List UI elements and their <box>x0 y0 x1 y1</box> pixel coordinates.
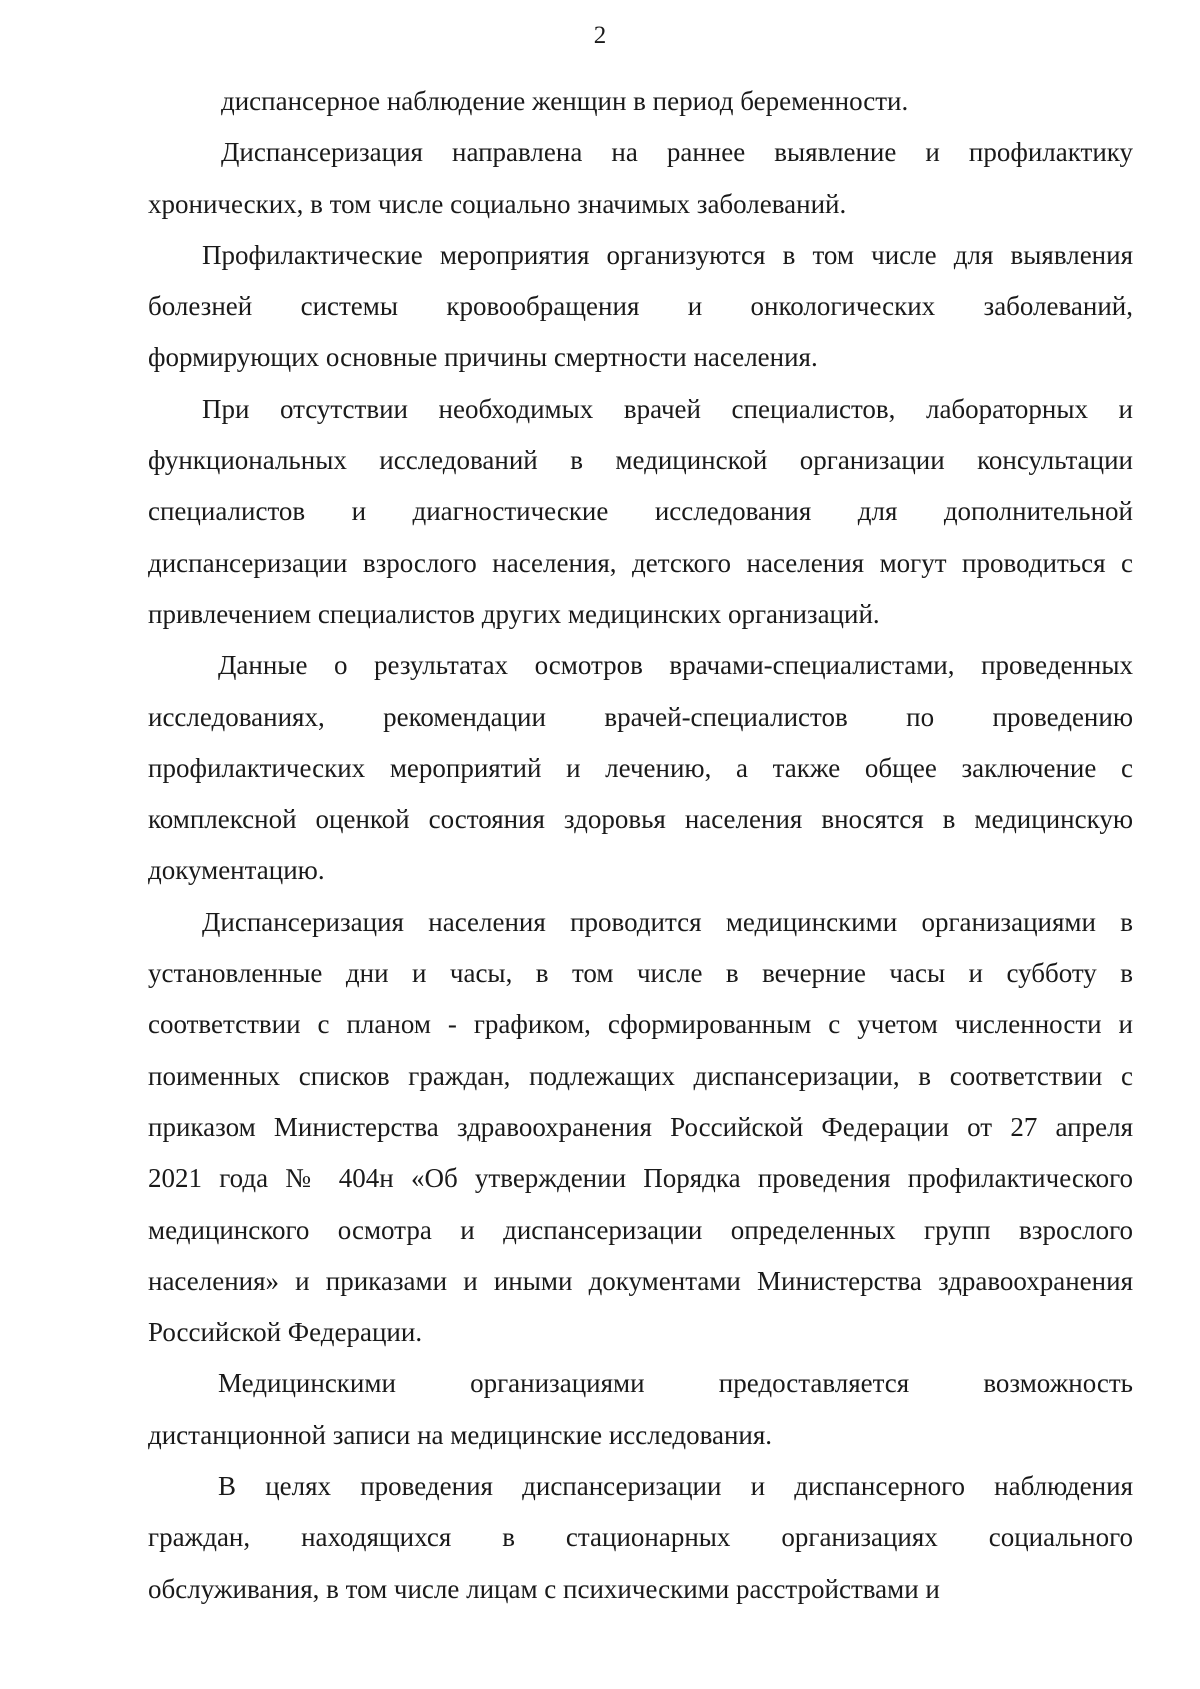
paragraph-line: формирующих основные причины смертности населения. <box>148 342 818 373</box>
paragraph-line: установленные дни и часы, в том числе в вечерние часы и субботу в <box>148 958 1133 989</box>
paragraph-line: 2021 года № 404н «Об утверждении Порядка проведения профилактического <box>148 1163 1133 1194</box>
paragraph <box>148 897 1133 1359</box>
paragraph-line: профилактических мероприятий и лечению, а также общее заключение с <box>148 752 1133 783</box>
paragraph-line: Диспансеризация населения проводится медицинскими организациями в <box>202 906 1133 937</box>
paragraph-line: населения» и приказами и иными документами Министерства здравоохранения <box>148 1265 1133 1296</box>
paragraph-line: документацию. <box>148 855 325 886</box>
paragraph-line: Медицинскими организациями предоставляется возможность <box>218 1368 1133 1399</box>
paragraph-line: привлечением специалистов других медицинских организаций. <box>148 598 880 629</box>
paragraph <box>148 640 1133 896</box>
paragraph-line: медицинского осмотра и диспансеризации определенных групп взрослого <box>148 1214 1133 1245</box>
paragraph-line: исследованиях, рекомендации врачей-специалистов по проведению <box>148 701 1133 732</box>
paragraph-line: При отсутствии необходимых врачей специалистов, лабораторных и <box>202 393 1133 424</box>
paragraph-line: обслуживания, в том числе лицам с психическими расстройствами и <box>148 1573 940 1604</box>
paragraph-line: диспансеризации взрослого населения, детского населения могут проводиться с <box>148 547 1133 578</box>
paragraph <box>148 1358 1133 1461</box>
paragraph-line: хронических, в том числе социально значимых заболеваний. <box>148 188 847 219</box>
paragraph-line: Российской Федерации. <box>148 1317 423 1348</box>
paragraph-line: приказом Министерства здравоохранения Российской Федерации от 27 апреля <box>148 1111 1133 1142</box>
paragraph-line: комплексной оценкой состояния здоровья населения вносятся в медицинскую <box>148 804 1133 835</box>
paragraph-line: В целях проведения диспансеризации и диспансерного наблюдения <box>218 1471 1133 1502</box>
paragraph-line: граждан, находящихся в стационарных организациях социального <box>148 1522 1133 1553</box>
paragraph-line: Профилактические мероприятия организуются в том числе для выявления <box>202 239 1133 270</box>
paragraph-line: дистанционной записи на медицинские исследования. <box>148 1419 773 1450</box>
paragraph <box>148 76 1133 127</box>
paragraph-line: специалистов и диагностические исследования для дополнительной <box>148 496 1133 527</box>
paragraph <box>148 384 1133 640</box>
paragraph-line: функциональных исследований в медицинской организации консультации <box>148 445 1133 476</box>
paragraph-line: Данные о результатах осмотров врачами-специалистами, проведенных <box>218 650 1133 681</box>
paragraph <box>148 230 1133 384</box>
paragraph-line: диспансерное наблюдение женщин в период беременности. <box>221 86 909 116</box>
document-body <box>148 76 1133 1615</box>
paragraph <box>148 127 1133 230</box>
paragraph-line: болезней системы кровообращения и онкологических заболеваний, <box>148 291 1133 322</box>
paragraph-line: соответствии с планом - графиком, сформированным с учетом численности и <box>148 1009 1133 1040</box>
paragraph <box>148 1461 1133 1615</box>
paragraph-line: Диспансеризация направлена на раннее выявление и профилактику <box>221 137 1133 168</box>
page-number: 2 <box>593 22 607 49</box>
paragraph-line: поименных списков граждан, подлежащих диспансеризации, в соответствии с <box>148 1060 1133 1091</box>
